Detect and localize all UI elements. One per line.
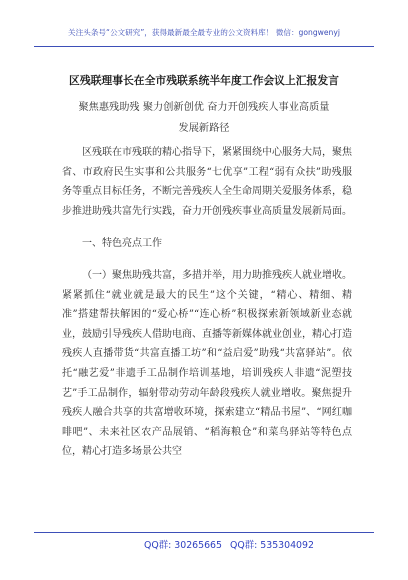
footer-qq-group-2: QQ群: 535304092 — [230, 540, 314, 551]
document-subtitle-line2: 发展新路径 — [178, 123, 230, 134]
footer-qq-group-1: QQ群: 30265665 — [144, 540, 222, 551]
header-divider — [34, 46, 374, 47]
footer-divider — [34, 532, 374, 533]
document-body — [62, 143, 352, 462]
document-subtitle-line1: 聚焦惠残助残 聚力创新创优 奋力开创残疾人事业高质量 — [78, 102, 330, 113]
section-paragraph: （一）聚焦助残共富，多措并举，用力助推残疾人就业增收。紧紧抓住“就业就是最大的民生”这个关键，“精心、精细、精准”搭建帮扶解困的“爱心桥”“连心桥”积极探索新领域新业态就业，鼓励引导残疾人借助电商、直播等新媒体就业创业，精心打造残疾人直播带货“共富直播工坊”和“益启爱”助残“共富驿站”。依托“融艺爱”非遗手工品制作培训基地，培训残疾人非遗“泥塑技艺”手工品制作，辐射带动劳动年龄段残疾人就业增收。聚焦提升残疾人融合共享的共富增收环境，探索建立“精品书屋”、“网红咖啡吧”、未来社区农产品展销、“稻海粮仓”和菜鸟驿站等特色点位，精心打造多场景公共空 — [62, 269, 352, 458]
page-header: 关注头条号“公文研究”，获得最新最全最专业的公文资料库！ 微信：gongwenyj — [68, 28, 340, 37]
document-title: 区残联理事长在全市残联系统半年度工作会议上汇报发言 — [69, 74, 339, 87]
intro-paragraph: 区残联在市残联的精心指导下，紧紧围绕中心服务大局，聚焦省、市政府民生实事和公共服务“七优享”工程“弱有众扶”助残服务等重点目标任务，不断完善残疾人全生命周期关爱服务体系，稳步推进助残共富先行实践，奋力开创残疾事业高质量发展新局面。 — [62, 147, 352, 217]
section-heading: 一、特色亮点工作 — [82, 238, 162, 250]
